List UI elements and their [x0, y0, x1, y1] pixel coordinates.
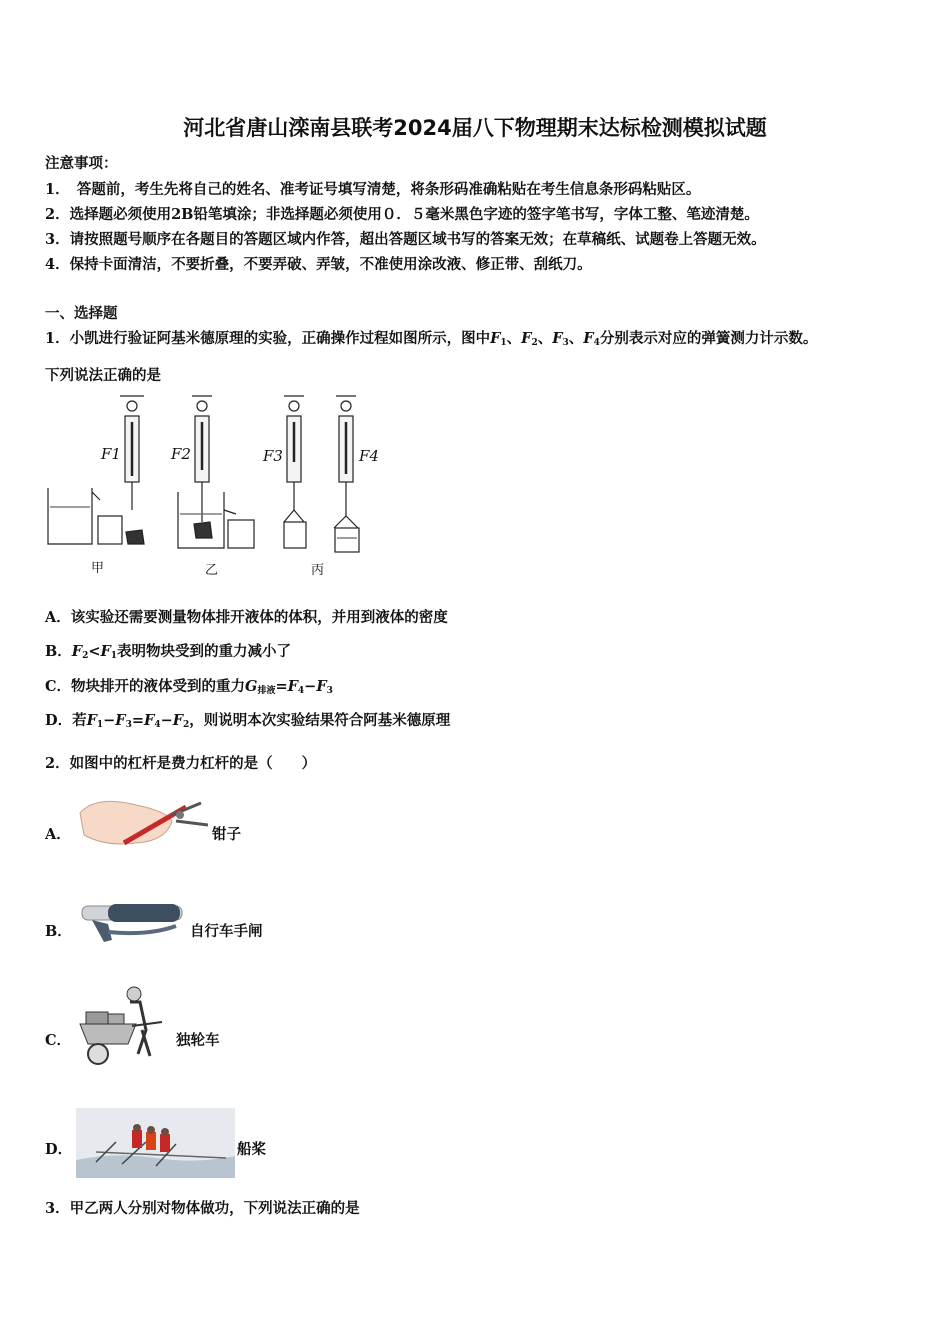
bicycle-brake-image [78, 896, 186, 952]
wheelbarrow-image [72, 980, 172, 1068]
figure-caption-bing: 丙 [311, 563, 325, 578]
notice-item-4: 4．保持卡面清洁，不要折叠，不要弄破、弄皱，不准使用涂改液、修正带、刮纸刀。 [45, 256, 592, 273]
figure-label-f2: F2 [171, 445, 191, 463]
notice-item-3: 3．请按照题号顺序在各题目的答题区域内作答，超出答题区域书写的答案无效；在草稿纸、试题卷上答题无效。 [45, 231, 766, 248]
section-heading: 一、选择题 [45, 305, 118, 322]
q1-option-b: B．$F_2<F_1$表明物块受到的重力减小了 [45, 643, 292, 661]
notice-item-1: 1． 答题前，考生先将自己的姓名、准考证号填写清楚，将条形码准确粘贴在考生信息条形码粘贴区。 [45, 181, 701, 198]
q2-option-b-letter: B． [45, 923, 72, 940]
pliers-hand-image [76, 785, 211, 855]
archimedes-experiment-figure [40, 392, 380, 578]
figure-label-f3: F3 [263, 447, 283, 465]
figure-caption-yi: 乙 [205, 563, 219, 578]
q2-option-d-letter: D． [45, 1141, 73, 1158]
q2-option-c-letter: C． [45, 1032, 72, 1049]
q2-option-c-label: 独轮车 [176, 1032, 220, 1049]
q1-option-c: C．物块排开的液体受到的重力$G_{排液}=F_4-F_3$ [45, 678, 333, 696]
page-title: 河北省唐山滦南县联考2024届八下物理期末达标检测模拟试题 [183, 116, 767, 140]
question-2-stem: 2．如图中的杠杆是费力杠杆的是（ ） [45, 755, 317, 772]
question-1-stem: 1．小凯进行验证阿基米德原理的实验，正确操作过程如图所示，图中$F_1$、$F_2$、$F_3$、$F_4$分别表示对应的弹簧测力计示数。 [45, 330, 818, 348]
q1-option-d: D．若$F_1-F_3=F_4-F_2$，则说明本次实验结果符合阿基米德原理 [45, 712, 451, 730]
figure-caption-jia: 甲 [91, 561, 105, 576]
notice-heading: 注意事项： [45, 155, 118, 172]
q2-option-a-label: 钳子 [212, 826, 241, 843]
q2-option-b-label: 自行车手闸 [190, 923, 263, 940]
figure-label-f1: F1 [101, 445, 121, 463]
figure-label-f4: F4 [359, 447, 379, 465]
question-3-stem: 3．甲乙两人分别对物体做功，下列说法正确的是 [45, 1200, 360, 1217]
rowing-boat-image [76, 1108, 235, 1178]
q2-option-a-letter: A． [45, 826, 71, 843]
notice-item-2: 2．选择题必须使用2B铅笔填涂；非选择题必须使用０．５毫米黑色字迹的签字笔书写，字体工整、笔迹清楚。 [45, 206, 759, 223]
q2-option-d-label: 船桨 [237, 1141, 266, 1158]
question-1-stem-line2: 下列说法正确的是 [45, 367, 161, 384]
q1-option-a: A．该实验还需要测量物体排开液体的体积，并用到液体的密度 [45, 609, 448, 626]
